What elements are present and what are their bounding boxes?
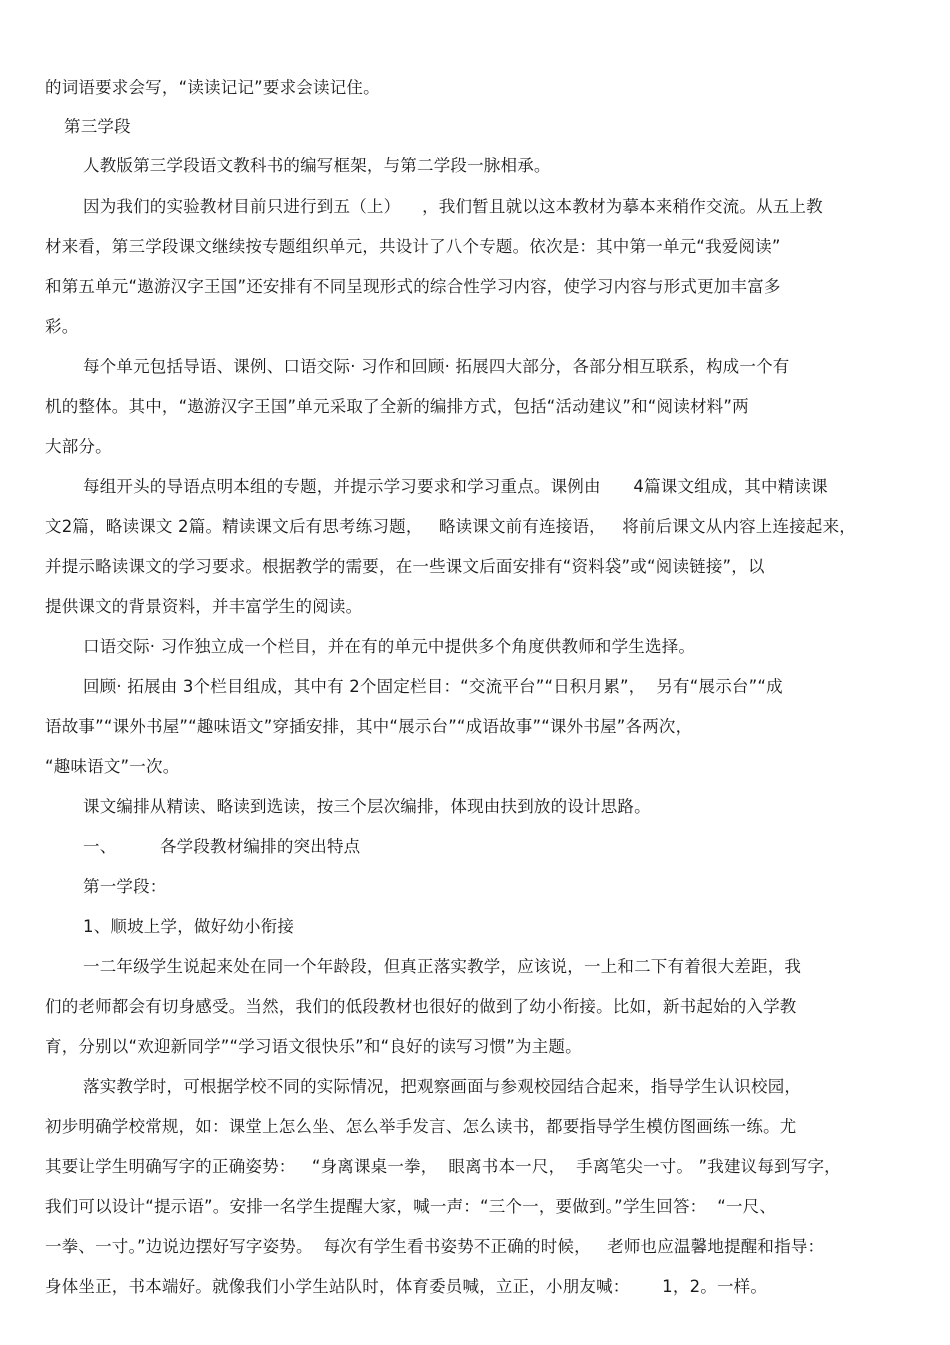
text-line: 提供课文的背景资料，并丰富学生的阅读。 [45, 597, 363, 616]
text-line: 机的整体。其中，“遨游汉字王国”单元采取了全新的编排方式，包括“活动建议”和“阅读材料”两 [45, 397, 749, 416]
section-heading: 一、 各学段教材编排的突出特点 [83, 837, 361, 856]
text-line: 因为我们的实验教材目前只进行到五（上） ，我们暂且就以这本教材为摹本来稍作交流。从五上教 [83, 197, 823, 216]
text-line: 课文编排从精读、略读到选读，按三个层次编排，体现由扶到放的设计思路。 [83, 797, 651, 816]
text-line: 每组开头的导语点明本组的专题，并提示学习要求和学习重点。课例由 4篇课文组成，其中精读课 [83, 477, 828, 496]
text-line: 落实教学时，可根据学校不同的实际情况，把观察画面与参观校园结合起来，指导学生认识校园， [83, 1077, 802, 1096]
text-line: 我们可以设计“提示语”。安排一名学生提醒大家，喊一声：“三个一，要做到。”学生回答： “一尺、 [45, 1197, 777, 1216]
text-line: 语故事”“课外书屋”“趣味语文”穿插安排，其中“展示台”“成语故事”“课外书屋”各两次， [45, 717, 693, 736]
text-line: 们的老师都会有切身感受。当然，我们的低段教材也很好的做到了幼小衔接。比如，新书起始的入学教 [45, 997, 797, 1016]
section-heading: 第三学段 [64, 117, 131, 136]
text-line: 口语交际· 习作独立成一个栏目，并在有的单元中提供多个角度供教师和学生选择。 [83, 637, 696, 656]
text-line: 的词语要求会写，“读读记记”要求会读记住。 [45, 78, 380, 97]
text-line: 一二年级学生说起来处在同一个年龄段，但真正落实教学，应该说，一上和二下有着很大差距，我 [83, 957, 802, 976]
text-line: 文2篇，略读课文 2篇。精读课文后有思考练习题， 略读课文前有连接语， 将前后课文从内容上连接起来， [45, 517, 857, 536]
text-line: 和第五单元“遨游汉字王国”还安排有不同呈现形式的综合性学习内容，使学习内容与形式更加丰富多 [45, 277, 781, 296]
text-line: 身体坐正，书本端好。就像我们小学生站队时，体育委员喊，立正，小朋友喊： 1，2。一样。 [45, 1277, 768, 1296]
text-line: 育，分别以“欢迎新同学”“学习语文很快乐”和“良好的读写习惯”为主题。 [45, 1037, 582, 1056]
text-line: 其要让学生明确写字的正确姿势： “身离课桌一拳， 眼离书本一尺， 手离笔尖一寸。 ”我建议每到写字， [45, 1157, 841, 1176]
text-line: 每个单元包括导语、课例、口语交际· 习作和回顾· 拓展四大部分，各部分相互联系，构成一个有 [83, 357, 790, 376]
text-line: 人教版第三学段语文教科书的编写框架，与第二学段一脉相承。 [83, 156, 551, 175]
text-line: 材来看，第三学段课文继续按专题组织单元，共设计了八个专题。依次是：其中第一单元“我爱阅读” [45, 237, 781, 256]
text-line: 彩。 [45, 317, 79, 336]
section-heading: 1、顺坡上学，做好幼小衔接 [83, 917, 295, 936]
text-line: 初步明确学校常规，如：课堂上怎么坐、怎么举手发言、怎么读书，都要指导学生模仿图画练一练。尤 [45, 1117, 797, 1136]
text-line: 大部分。 [45, 437, 112, 456]
text-line: 回顾· 拓展由 3个栏目组成，其中有 2个固定栏目：“交流平台”“日积月累”， 另有“展示台”“成 [83, 677, 783, 696]
text-line: 一拳、一寸。”边说边摆好写字姿势。 每次有学生看书姿势不正确的时候， 老师也应温馨地提醒和指导： [45, 1237, 825, 1256]
text-line: “趣味语文”一次。 [45, 757, 180, 776]
section-heading: 第一学段： [83, 877, 167, 896]
text-line: 并提示略读课文的学习要求。根据教学的需要，在一些课文后面安排有“资料袋”或“阅读链接”，以 [45, 557, 765, 576]
